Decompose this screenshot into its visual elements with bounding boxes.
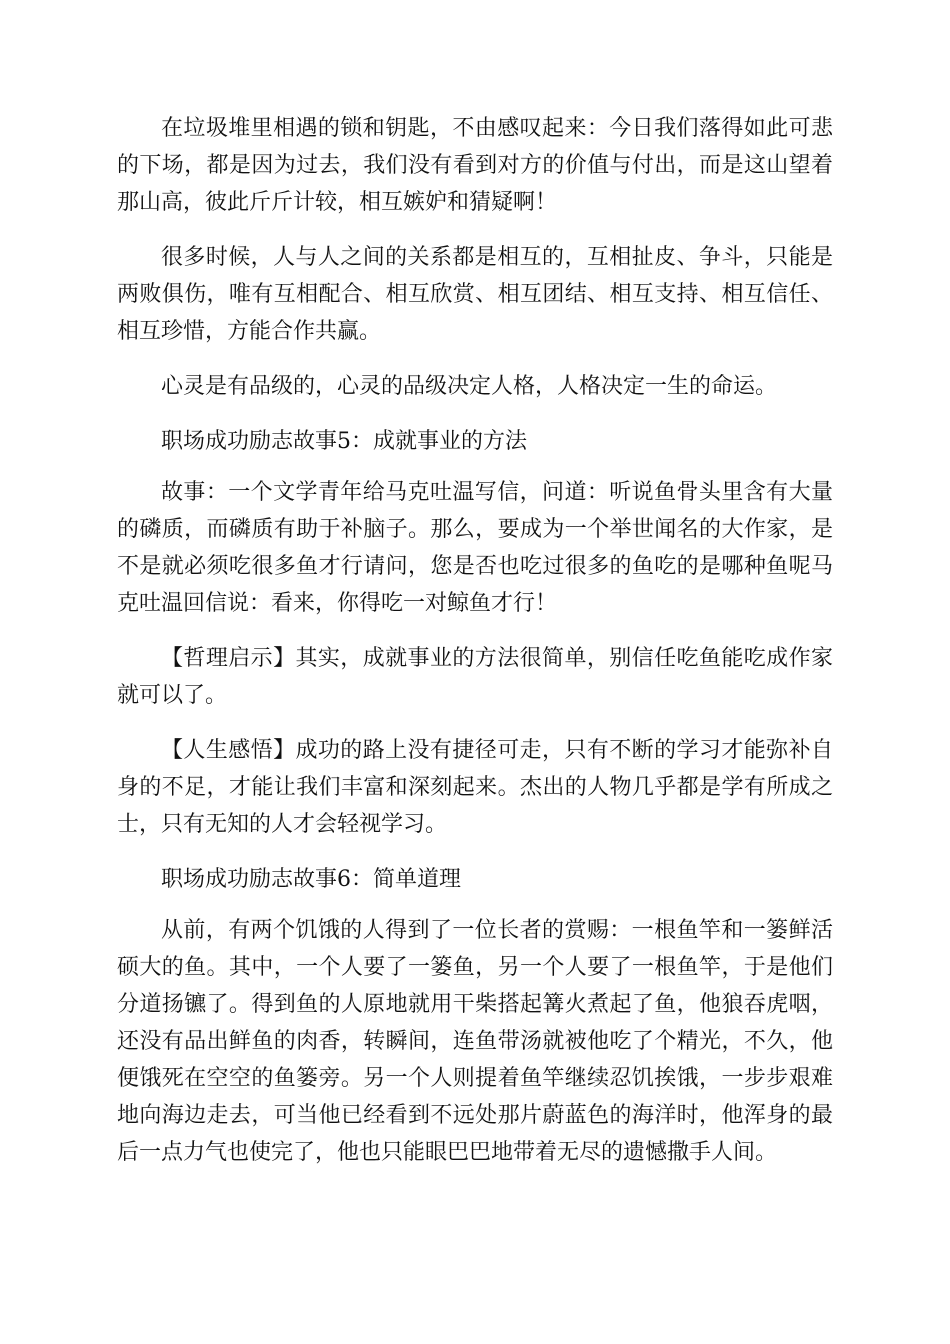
document-body	[117, 110, 833, 1189]
paragraph-mutual-relations: 很多时候，人与人之间的关系都是相互的，互相扯皮、争斗，只能是两败俱伤，唯有互相配合、相互欣赏、相互团结、相互支持、相互信任、相互珍惜，方能合作共赢。	[117, 245, 833, 344]
story-5-heading: 职场成功励志故事5：成就事业的方法	[161, 429, 527, 454]
paragraph-lock-and-key: 在垃圾堆里相遇的锁和钥匙，不由感叹起来：今日我们落得如此可悲的下场，都是因为过去，我们没有看到对方的价值与付出，而是这山望着那山高，彼此斤斤计较，相互嫉妒和猜疑啊！	[117, 116, 833, 215]
story-5-body: 故事：一个文学青年给马克吐温写信，问道：听说鱼骨头里含有大量的磷质，而磷质有助于补脑子。那么，要成为一个举世闻名的大作家，是不是就必须吃很多鱼才行请问，您是否也吃过很多的鱼吃的是哪种鱼呢马克吐温回信说：看来，你得吃一对鲸鱼才行！	[117, 480, 833, 616]
paragraph-soul-grade: 心灵是有品级的，心灵的品级决定人格，人格决定一生的命运。	[161, 374, 778, 399]
story-5-reflection: 【人生感悟】成功的路上没有捷径可走，只有不断的学习才能弥补自身的不足，才能让我们丰富和深刻起来。杰出的人物几乎都是学有所成之士，只有无知的人才会轻视学习。	[117, 738, 833, 837]
story-5-insight: 【哲理启示】其实，成就事业的方法很简单，别信任吃鱼能吃成作家就可以了。	[117, 646, 833, 708]
story-6-heading: 职场成功励志故事6：简单道理	[161, 867, 461, 892]
story-6-body: 从前，有两个饥饿的人得到了一位长者的赏赐：一根鱼竿和一篓鲜活硕大的鱼。其中，一个人要了一篓鱼，另一个人要了一根鱼竿，于是他们分道扬镳了。得到鱼的人原地就用干柴搭起篝火煮起了鱼，他狼吞虎咽，还没有品出鲜鱼的肉香，转瞬间，连鱼带汤就被他吃了个精光，不久，他便饿死在空空的鱼篓旁。另一个人则提着鱼竿继续忍饥挨饿，一步步艰难地向海边走去，可当他已经看到不远处那片蔚蓝色的海洋时，他浑身的最后一点力气也使完了，他也只能眼巴巴地带着无尽的遗憾撒手人间。	[117, 918, 833, 1165]
